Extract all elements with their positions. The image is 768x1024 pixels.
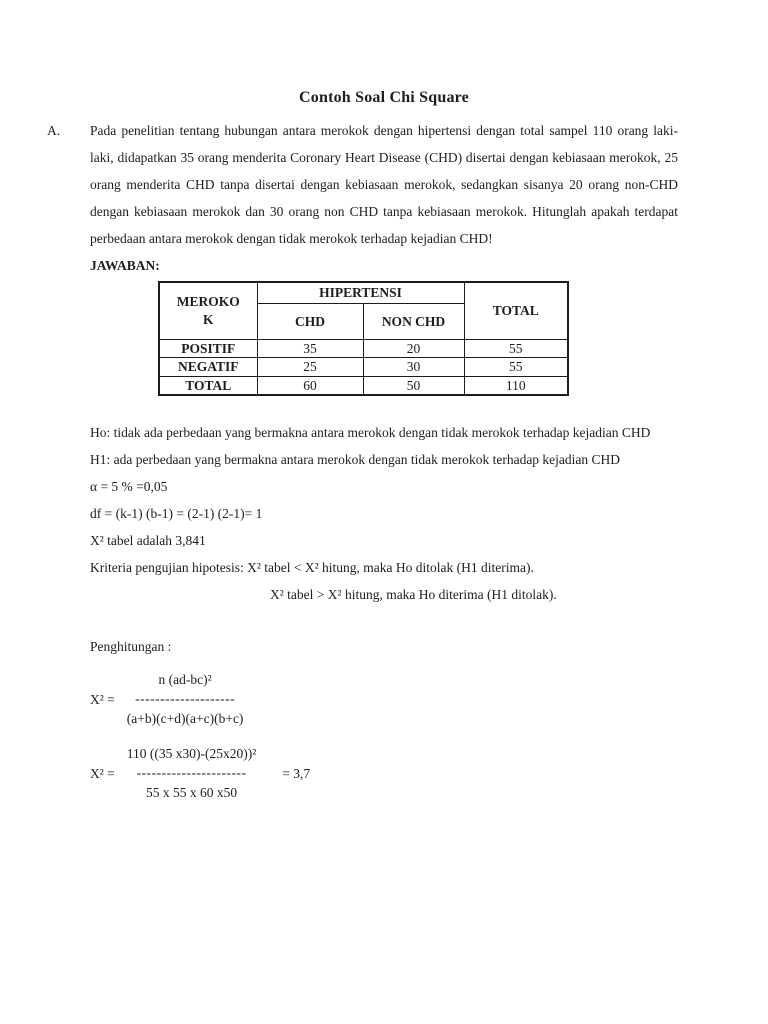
- row-label: POSITIF: [159, 339, 257, 358]
- fraction-denominator: 55 x 55 x 60 x50: [145, 784, 238, 800]
- formula-lhs: X² =: [90, 691, 115, 707]
- fraction-denominator: (a+b)(c+d)(a+c)(b+c): [126, 710, 244, 726]
- fraction-numerator: 110 ((35 x30)-(25x20))²: [126, 745, 257, 761]
- table-col-header-chd: CHD: [257, 303, 363, 339]
- table-cell: 30: [363, 358, 464, 377]
- table-cell: 25: [257, 358, 363, 377]
- row-label: TOTAL: [159, 376, 257, 395]
- table-cell: 35: [257, 339, 363, 358]
- table-col-header-nonchd: NON CHD: [363, 303, 464, 339]
- criteria-line: [90, 554, 678, 581]
- table-cell: 55: [464, 358, 568, 377]
- table-row: [159, 339, 568, 358]
- table-cell: 20: [363, 339, 464, 358]
- df-line: df = (k-1) (b-1) = (2-1) (2-1)= 1: [90, 505, 263, 521]
- table-cell: 60: [257, 376, 363, 395]
- hypothesis-h0: Ho: tidak ada perbedaan yang bermakna antara merokok dengan tidak merokok terhadap kejadian CHD: [90, 424, 651, 440]
- criteria-reject: X² tabel < X² hitung, maka Ho ditolak (H1 diterima).: [247, 559, 534, 575]
- fraction-numerator: n (ad-bc)²: [158, 671, 212, 687]
- criteria-label: Kriteria pengujian hipotesis:: [90, 559, 244, 575]
- criteria-accept: X² tabel > X² hitung, maka Ho diterima (H1 ditolak).: [270, 586, 557, 602]
- fraction: [127, 669, 244, 730]
- chi-square-formula-values: [90, 743, 678, 804]
- table-total-header: TOTAL: [464, 282, 568, 339]
- table-row: [159, 376, 568, 395]
- fraction-bar: ----------------------: [136, 764, 247, 780]
- alpha-line: α = 5 % =0,05: [90, 478, 168, 494]
- problem-list-label: A.: [47, 123, 61, 138]
- table-row-header: MEROKO K: [159, 282, 257, 339]
- chi-square-formula-general: [90, 669, 678, 730]
- table-cell: 110: [464, 376, 568, 395]
- hypothesis-h1: H1: ada perbedaan yang bermakna antara merokok dengan tidak merokok terhadap kejadian CHD: [90, 451, 621, 467]
- x2-table-line: X² tabel adalah 3,841: [90, 532, 206, 548]
- table-cell: 50: [363, 376, 464, 395]
- problem-item: [47, 117, 678, 252]
- fraction: [127, 743, 257, 804]
- row-label: NEGATIF: [159, 358, 257, 377]
- formula-result: = 3,7: [282, 765, 311, 781]
- document-title: Contoh Soal Chi Square: [299, 89, 469, 106]
- table-group-header: HIPERTENSI: [257, 282, 464, 303]
- contingency-table: [158, 281, 569, 396]
- calculation-heading: Penghitungan :: [90, 638, 172, 654]
- problem-text: Pada penelitian tentang hubungan antara merokok dengan hipertensi dengan total sampel 110 orang laki-laki, didapatkan 35 orang menderita Coronary Heart Disease (CHD) disertai dengan kebiasaan merokok, 25 orang menderita CHD tanpa disertai dengan kebiasaan merokok, sedangkan sisanya 20 orang non-CHD dengan kebiasaan merokok dan 30 orang non CHD tanpa kebiasaan merokok. Hitunglah apakah terdapat perbedaan antara merokok dengan tidak merokok terhadap kejadian CHD!: [90, 123, 678, 246]
- formula-lhs: X² =: [90, 765, 115, 781]
- table-row: [159, 358, 568, 377]
- fraction-bar: --------------------: [135, 690, 236, 706]
- answer-heading: JAWABAN:: [90, 258, 160, 273]
- table-cell: 55: [464, 339, 568, 358]
